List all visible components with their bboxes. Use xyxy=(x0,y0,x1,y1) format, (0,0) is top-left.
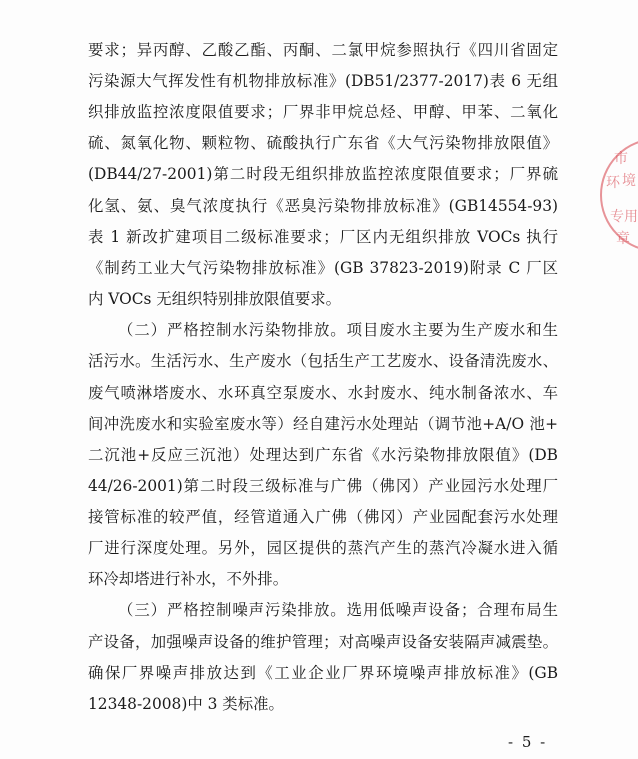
text-line: 间冲洗废水和实验室废水等）经自建污水处理站（调节池+A/O 池+ xyxy=(88,415,558,433)
seal-char: 市 xyxy=(614,151,628,167)
text-line: 环冷却塔进行补水，不外排。 xyxy=(88,570,289,588)
seal-fragments xyxy=(600,150,638,250)
text-line: 接管标准的较严值，经管道通入广佛（佛冈）产业园配套污水处理 xyxy=(88,508,558,526)
text-line: 《制药工业大气污染物排放标准》(GB 37823-2019)附录 C 厂区 xyxy=(88,259,558,277)
text-line: 二沉池+反应三沉池）处理达到广东省《水污染物排放限值》(DB xyxy=(88,446,558,464)
text-line: 化氢、氨、臭气浓度执行《恶臭污染物排放标准》(GB14554-93) xyxy=(88,197,558,215)
seal-char: 环 xyxy=(606,175,620,191)
seal-char: 章 xyxy=(616,231,630,247)
text-line: 12348-2008)中 3 类标准。 xyxy=(88,695,284,713)
text-line: 内 VOCs 无组织特别排放限值要求。 xyxy=(88,290,341,308)
text-line: 44/26-2001)第二时段三级标准与广佛（佛冈）产业园污水处理厂 xyxy=(88,477,558,495)
text-line: 硫、氮氧化物、颗粒物、硫酸执行广东省《大气污染物排放限值》 xyxy=(88,134,558,152)
text-line: 污染源大气挥发性有机物排放标准》(DB51/2377-2017)表 6 无组 xyxy=(88,72,558,90)
paragraph-3-first-line: （三）严格控制噪声污染排放。选用低噪声设备；合理布局生 xyxy=(118,601,558,619)
text-line: 确保厂界噪声排放达到《工业企业厂界环境噪声排放标准》(GB xyxy=(88,664,558,682)
paragraph-2-first-line: （二）严格控制水污染物排放。项目废水主要为生产废水和生 xyxy=(118,321,558,339)
text-line: 要求；异丙醇、乙酸乙酯、丙酮、二氯甲烷参照执行《四川省固定 xyxy=(88,41,558,59)
seal-char: 境 xyxy=(622,173,636,189)
text-line: 表 1 新改扩建项目二级标准要求；厂区内无组织排放 VOCs 执行 xyxy=(88,228,558,246)
text-line: 废气喷淋塔废水、水环真空泵废水、水封废水、纯水制备浓水、车 xyxy=(88,384,558,402)
text-line: 产设备，加强噪声设备的维护管理；对高噪声设备安装隔声减震垫。 xyxy=(88,633,558,651)
page-number: - 5 - xyxy=(508,733,548,751)
text-line: 厂进行深度处理。另外，园区提供的蒸汽产生的蒸汽冷凝水进入循 xyxy=(88,539,558,557)
text-line: 织排放监控浓度限值要求；厂界非甲烷总烃、甲醇、甲苯、二氧化 xyxy=(88,103,558,121)
text-line: 活污水。生活污水、生产废水（包括生产工艺废水、设备清洗废水、 xyxy=(88,352,558,370)
seal-char: 专用 xyxy=(610,209,638,225)
text-line: (DB44/27-2001)第二时段无组织排放监控浓度限值要求；厂界硫 xyxy=(88,165,558,183)
